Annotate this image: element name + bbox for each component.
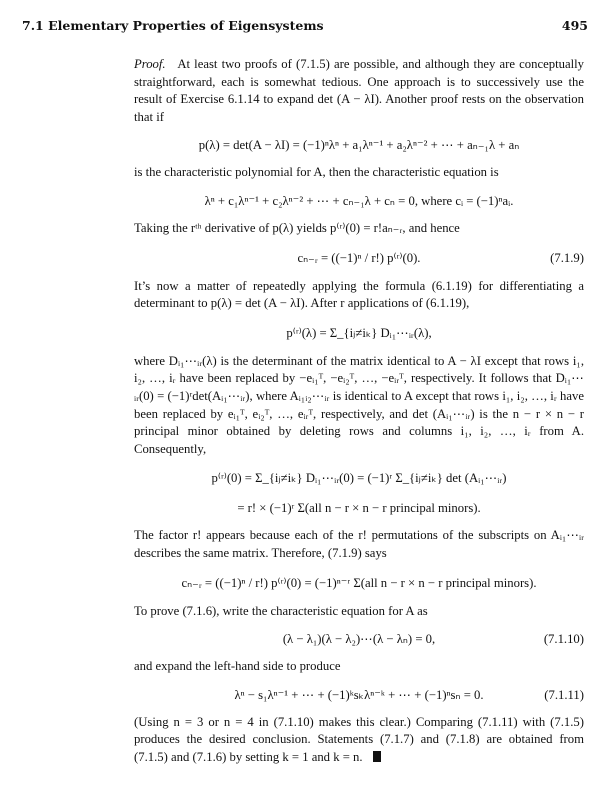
running-header (22, 18, 588, 36)
paragraph-4: It’s now a matter of repeatedly applying the formula (6.1.19) for differentiating a determinant to p(λ) = det (A − λI). After r applications of (6.1.19), (134, 278, 584, 311)
equation-7-1-9 (134, 247, 584, 269)
paragraph-9 (134, 714, 584, 767)
paragraph-1 (134, 56, 584, 126)
equation-7-1-10-body: (λ − λ₁)(λ − λ₂)⋯(λ − λₙ) = 0, (282, 632, 436, 647)
equation-7-1-10 (134, 629, 584, 649)
equation-char-equation: λⁿ + c₁λⁿ⁻¹ + c₂λⁿ⁻² + ⋯ + cₙ₋₁λ + cₙ = 0, where cᵢ = (−1)ⁿaᵢ. (204, 193, 514, 208)
paragraph-2: is the characteristic polynomial for A, then the characteristic equation is (134, 165, 499, 180)
page-number: 495 (561, 18, 588, 33)
paragraph-1-text: At least two proofs of (7.1.5) are possible, and although they are conceptually straightforward, each is somewhat tedious. One approach is to successively use the result of Exercise 6.1.14 to expand det (A − λI). Another proof rests on the observation that if (134, 57, 584, 124)
equation-p-r-zero-cont: = r! × (−1)ʳ Σ(all n − r × n − r principal minors). (237, 501, 481, 516)
equation-7-1-9-body: cₙ₋ᵣ = ((−1)ⁿ / r!) p⁽ʳ⁾(0). (297, 250, 421, 265)
paragraph-7: To prove (7.1.6), write the characteristic equation for A as (134, 603, 428, 618)
equation-label-7-1-9: (7.1.9) (550, 250, 584, 265)
paragraph-3: Taking the rᵗʰ derivative of p(λ) yields p⁽ʳ⁾(0) = r!aₙ₋ᵣ, and hence (134, 220, 460, 235)
paragraph-5: where Dᵢ₁⋯ᵢᵣ(λ) is the determinant of the matrix identical to A − λI except that rows i₁, i₂, …, iᵣ have been replaced by −eᵢ₁ᵀ, −eᵢ₂ᵀ, …, −eᵢᵣᵀ, respectively. It follows that Dᵢ₁⋯ᵢᵣ(0) = (−1)ʳdet(Aᵢ₁⋯ᵢᵣ), where Aᵢ₁ᵢ₂⋯ᵢᵣ is identical to A except that rows i₁, i₂, …, iᵣ have been replaced by eᵢ₁ᵀ, eᵢ₂ᵀ, …, eᵢᵣᵀ, respectively, and det (Aᵢ₁⋯ᵢᵣ) is the n − r × n − r principal minor obtained by deleting rows and columns i₁, i₂, …, iᵣ from A. Consequently, (134, 353, 584, 456)
proof-body (134, 56, 584, 766)
equation-derivative-sum: p⁽ʳ⁾(λ) = Σ_{iⱼ≠iₖ} Dᵢ₁⋯ᵢᵣ(λ), (286, 325, 432, 340)
qed-square-icon (373, 751, 381, 762)
proof-label: Proof. (134, 57, 166, 71)
equation-c-n-r: cₙ₋ᵣ = ((−1)ⁿ / r!) p⁽ʳ⁾(0) = (−1)ⁿ⁻ʳ Σ(all n − r × n − r principal minors). (181, 575, 537, 590)
paragraph-9-text: (Using n = 3 or n = 4 in (7.1.10) makes this clear.) Comparing (7.1.11) with (7.1.5) produces the desired conclusion. Statements (7.1.7) and (7.1.8) are obtained from (7.1.5) and (7.1.6) by setting k = 1 and k = n. (134, 714, 584, 764)
equation-label-7-1-11: (7.1.11) (544, 687, 584, 702)
equation-label-7-1-10: (7.1.10) (543, 632, 584, 647)
paragraph-8: and expand the left-hand side to produce (134, 659, 341, 674)
section-title: 7.1 Elementary Properties of Eigensystems (22, 18, 324, 33)
equation-p-r-zero: p⁽ʳ⁾(0) = Σ_{iⱼ≠iₖ} Dᵢ₁⋯ᵢᵣ(0) = (−1)ʳ Σ_{iⱼ≠iₖ} det (Aᵢ₁⋯ᵢᵣ) (211, 471, 507, 486)
equation-char-polynomial: p(λ) = det(A − λI) = (−1)ⁿλⁿ + a₁λⁿ⁻¹ + a₂λⁿ⁻² + ⋯ + aₙ₋₁λ + aₙ (198, 138, 520, 153)
equation-7-1-11-body: λⁿ − s₁λⁿ⁻¹ + ⋯ + (−1)ᵏsₖλⁿ⁻ᵏ + ⋯ + (−1)ⁿsₙ = 0. (234, 687, 484, 702)
paragraph-6: The factor r! appears because each of the r! permutations of the subscripts on Aᵢ₁⋯ᵢᵣ describes the same matrix. Therefore, (7.1.9) says (134, 528, 584, 560)
equation-7-1-11 (134, 685, 584, 705)
